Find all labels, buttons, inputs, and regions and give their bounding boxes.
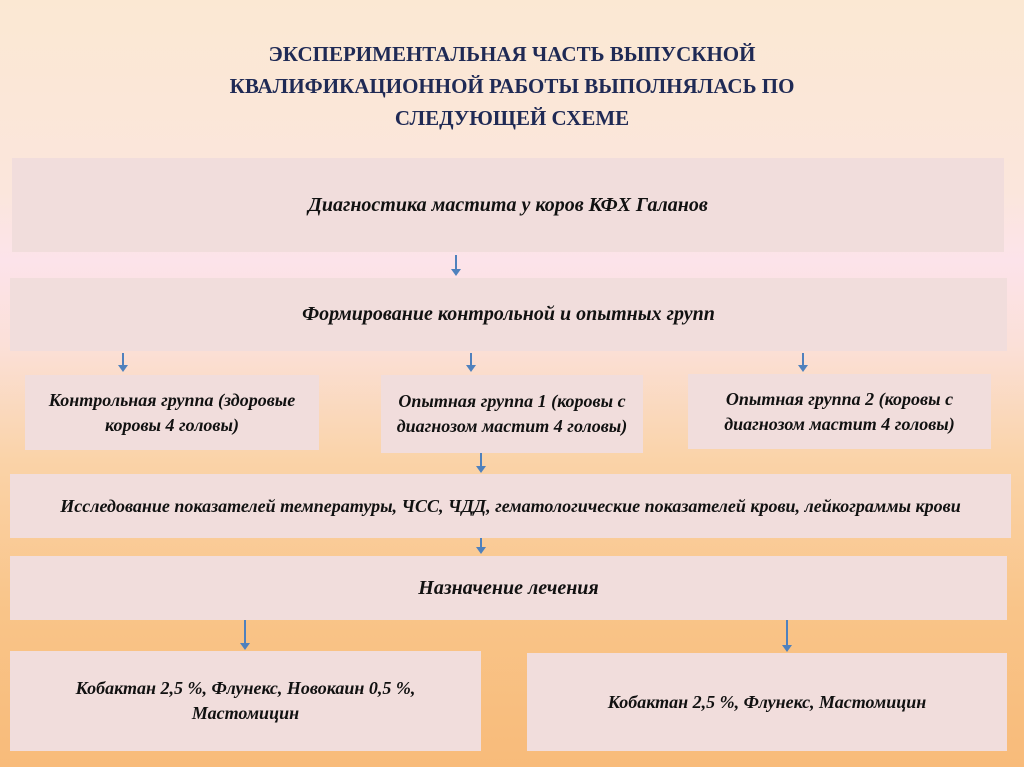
group-text: Контрольная группа (здоровые коровы 4 головы) [48,389,296,435]
experimental-group-1-box [381,375,643,453]
arrow-down-icon [786,620,788,646]
diagnostics-text: Диагностика мастита у коров КФХ Галанов [308,193,708,216]
treatment-scheme-text: Кобактан 2,5 %, Флунекс, Мастомицин [607,691,927,712]
group-text: Опытная группа 1 (коровы с диагнозом мастит 4 головы) [396,391,628,436]
group-text: Опытная группа 2 (коровы с диагнозом мастит 4 головы) [724,388,955,434]
grouping-box [10,278,1007,351]
arrow-down-icon [802,353,804,366]
treatment-text: Назначение лечения [418,576,599,599]
title-line: ЭКСПЕРИМЕНТАЛЬНАЯ ЧАСТЬ ВЫПУСКНОЙ [268,42,756,66]
diagnostics-box [12,158,1004,252]
control-group-box [25,375,319,450]
treatment-scheme-text: Кобактан 2,5 %, Флунекс, Новокаин 0,5 %, Мастомицин [75,678,416,723]
title-line: КВАЛИФИКАЦИОННОЙ РАБОТЫ ВЫПОЛНЯЛАСЬ ПО [229,74,795,98]
arrow-down-icon [480,453,482,467]
arrow-down-icon [470,353,472,366]
treatment-scheme-2-box [527,653,1007,751]
treatment-box [10,556,1007,620]
arrow-down-icon [455,255,457,270]
arrow-down-icon [480,538,482,548]
arrow-down-icon [244,620,246,644]
arrow-down-icon [122,353,124,366]
title-line: СЛЕДУЮЩЕЙ СХЕМЕ [394,106,630,130]
treatment-scheme-1-box [10,651,481,751]
slide-title [120,38,904,134]
research-box [10,474,1011,538]
research-text: Исследование показателей температуры, ЧСС, ЧДД, гематологические показателей крови, лейкограммы крови [60,495,961,516]
experimental-group-2-box [688,374,991,449]
grouping-text: Формирование контрольной и опытных групп [302,303,715,325]
